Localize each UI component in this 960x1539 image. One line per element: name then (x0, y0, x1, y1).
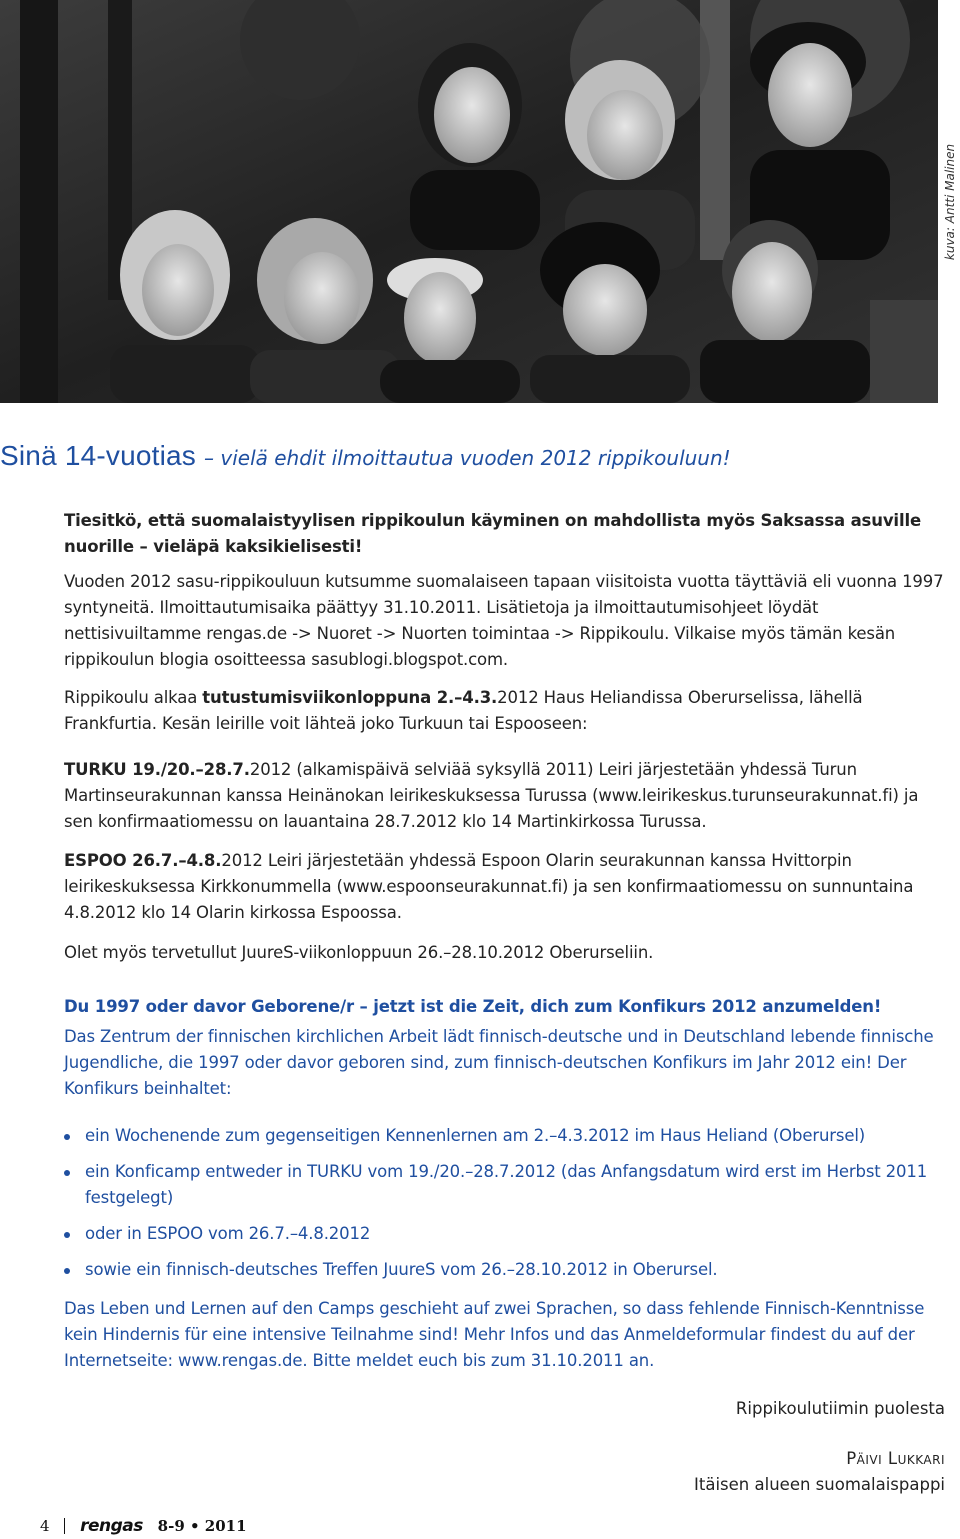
list-item-text: oder in ESPOO vom 26.7.–4.8.2012 (85, 1224, 371, 1243)
espoo-dates: ESPOO 26.7.–4.8. (64, 851, 222, 870)
bullet-icon (64, 1170, 70, 1176)
signature-role: Itäisen alueen suomalaispappi (694, 1475, 945, 1494)
list-item-text: ein Konficamp entweder in TURKU vom 19./20.–28.7.2012 (das Anfangsdatum wird erst im Herbst 2011 festgelegt) (85, 1162, 928, 1207)
finnish-lead (64, 508, 948, 560)
turku-text: 2012 (alkamispäivä selviää syksyllä 2011) Leiri järjestetään yhdessä Turun Martinseurakunnan kanssa Heinänokan leirikeskuksessa Turussa (www.leirikeskus.turunseurakunnat.fi) ja sen konfirmaatiomessu on lauantaina 28.7.2012 klo 14 Martinkirkossa Turussa. (64, 760, 919, 831)
finnish-espoo-paragraph (64, 848, 948, 926)
bullet-icon (64, 1134, 70, 1140)
german-headline (64, 994, 948, 1020)
german-outro (64, 1296, 948, 1374)
headline-subtitle: – vielä ehdit ilmoittautua vuoden 2012 rippikouluun! (204, 446, 731, 470)
finnish-turku-paragraph (64, 757, 948, 835)
finnish-body (64, 569, 948, 673)
german-intro-text: Das Zentrum der finnischen kirchlichen Arbeit lädt finnisch-deutsche und in Deutschland lebende finnische Jugendliche, die 1997 oder davor geboren sind, zum finnisch-deutschen Konfikurs im Jahr 2012 ein! Der Konfikurs beinhaltet: (64, 1027, 934, 1098)
juures-text: Olet myös tervetullut JuureS-viikonloppuun 26.–28.10.2012 Oberurseliin. (64, 943, 654, 962)
bullet-icon (64, 1232, 70, 1238)
page-number: 4 (40, 1517, 50, 1535)
list-item (64, 1221, 948, 1247)
list-item-text: ein Wochenende zum gegenseitigen Kennenlernen am 2.–4.3.2012 im Haus Heliand (Oberursel) (85, 1126, 866, 1145)
footer-divider (64, 1518, 65, 1534)
photo-credit-text: kuva: Antti Malinen (943, 143, 957, 260)
signature-name: Päivi Lukkari (846, 1449, 945, 1468)
start-rest: 2012 Haus Heliandissa Oberurselissa, lähellä Frankfurtia. Kesän leirille voit lähteä joko Turkuun tai Espooseen: (64, 688, 863, 733)
start-bold: tutustumisviikonloppuna 2.–4.3. (202, 688, 498, 707)
list-item (64, 1159, 948, 1211)
list-item-text: sowie ein finnisch-deutsches Treffen JuureS vom 26.–28.10.2012 in Oberursel. (85, 1260, 718, 1279)
finnish-body-text: Vuoden 2012 sasu-rippikouluun kutsumme suomalaiseen tapaan viisitoista vuotta täyttäviä eli vuonna 1997 syntyneitä. Ilmoittautumisaika päättyy 31.10.2011. Lisätietoja ja ilmoittautumisohjeet löydät nettisivuiltamme rengas.de -> Nuoret -> Nuorten toimintaa -> Rippikoulu. Vilkaise myös tämän kesän rippikoulun blogia osoitteessa sasublogi.blogspot.com. (64, 572, 944, 669)
german-outro-text: Das Leben und Lernen auf den Camps geschieht auf zwei Sprachen, so dass fehlende Finnisch-Kenntnisse kein Hindernis für eine intensive Teilnahme sind! Mehr Infos und das Anmeldeformular findest du auf der Internetseite: www.rengas.de. Bitte meldet euch bis zum 31.10.2011 an. (64, 1299, 925, 1370)
issue-number: 8-9 • 2011 (157, 1517, 247, 1535)
list-item (64, 1123, 948, 1149)
finnish-juures-paragraph (64, 940, 948, 966)
signature-on-behalf: Rippikoulutiimin puolesta (735, 1399, 945, 1418)
headline-lead: Sinä 14-vuotias (0, 440, 197, 471)
german-program-list (64, 1123, 948, 1293)
photo-credit (940, 0, 960, 403)
german-intro (64, 1024, 948, 1102)
finnish-lead-text: Tiesitkö, että suomalaistyylisen rippikoulun käyminen on mahdollista myös Saksassa asuville nuorille – vieläpä kaksikielisesti! (64, 511, 921, 556)
finnish-start-paragraph (64, 685, 948, 737)
start-prefix: Rippikoulu alkaa (64, 688, 203, 707)
page-footer (40, 1516, 247, 1538)
bullet-icon (64, 1268, 70, 1274)
signature (525, 1396, 945, 1498)
group-photo (0, 0, 938, 403)
rengas-logo: rengas (80, 1516, 143, 1536)
turku-dates: TURKU 19./20.–28.7. (64, 760, 250, 779)
german-headline-text: Du 1997 oder davor Geborene/r – jetzt ist die Zeit, dich zum Konfikurs 2012 anzumelden! (64, 997, 882, 1016)
list-item (64, 1257, 948, 1283)
article-headline (0, 440, 960, 480)
espoo-text: 2012 Leiri järjestetään yhdessä Espoon Olarin seurakunnan kanssa Hvittorpin leirikeskuksessa Kirkkonummella (www.espoonseurakunnat.fi) ja sen konfirmaatiomessu on sunnuntaina 4.8.2012 klo 14 Olarin kirkossa Espoossa. (64, 851, 914, 922)
group-photo-illustration (0, 0, 938, 403)
